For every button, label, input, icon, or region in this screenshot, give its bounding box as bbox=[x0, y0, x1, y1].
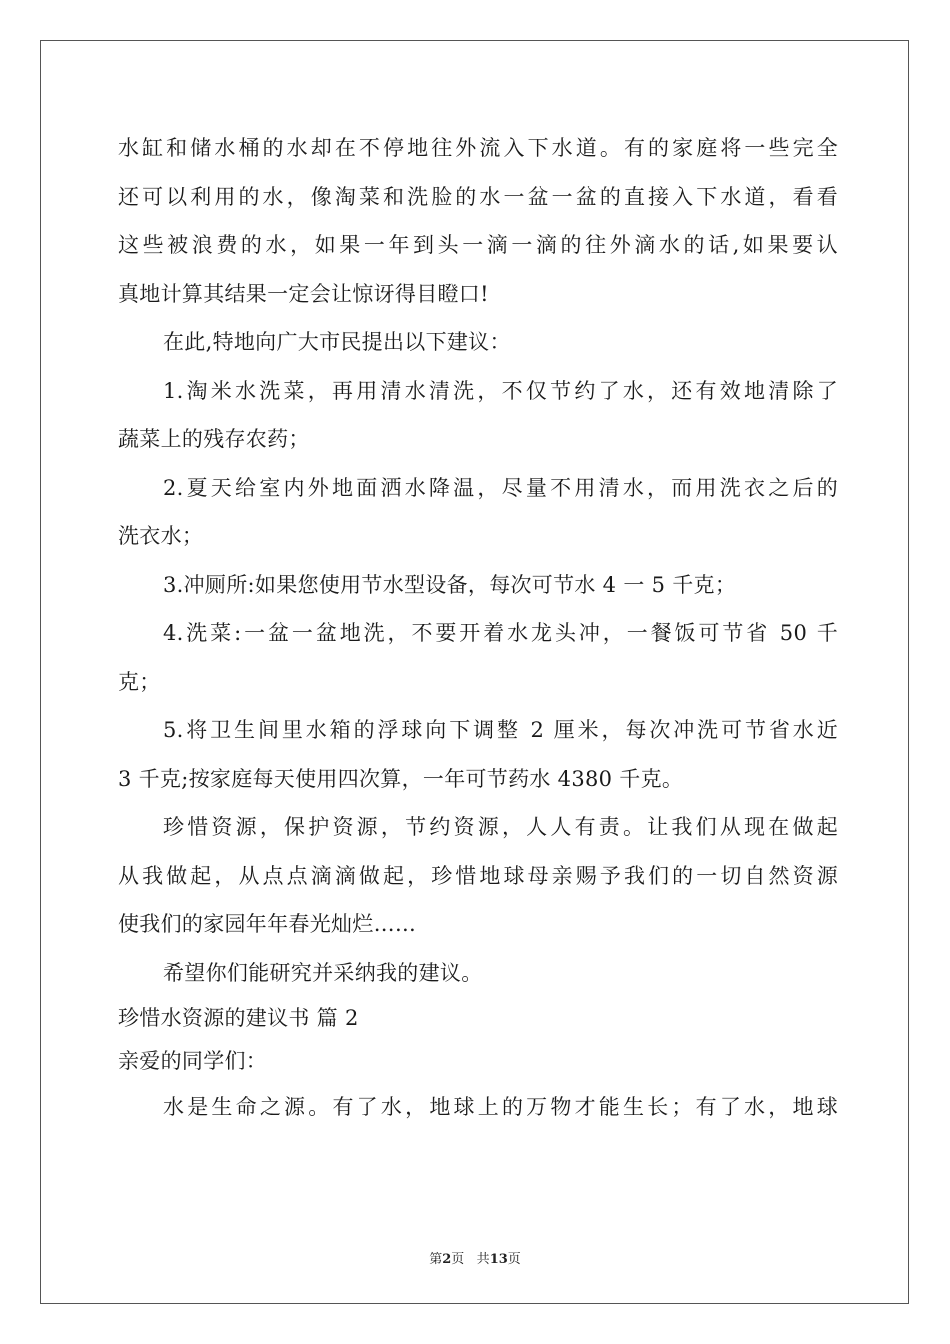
body-line: 珍惜资源，保护资源，节约资源，人人有责。让我们从现在做起 bbox=[163, 815, 838, 839]
body-line: 洗衣水； bbox=[118, 524, 204, 548]
body-line: 水是生命之源。有了水，地球上的万物才能生长；有了水，地球 bbox=[163, 1095, 838, 1119]
body-line: 在此,特地向广大市民提出以下建议： bbox=[163, 330, 511, 354]
salutation: 亲爱的同学们： bbox=[118, 1049, 268, 1073]
body-line: 希望你们能研究并采纳我的建议。 bbox=[163, 960, 483, 985]
body-line: 这些被浪费的水，如果一年到头一滴一滴的往外滴水的话,如果要认 bbox=[118, 233, 838, 257]
body-line: 3 千克;按家庭每天使用四次算，一年可节药水 4380 千克。 bbox=[118, 766, 684, 791]
list-item-3: 3.冲厕所:如果您使用节水型设备，每次可节水 4 一 5 千克； bbox=[163, 572, 737, 597]
section-heading: 珍惜水资源的建议书 篇 2 bbox=[118, 1006, 359, 1030]
list-item-1: 1.淘米水洗菜，再用清水清洗，不仅节约了水，还有效地清除了 bbox=[163, 378, 838, 403]
body-line: 从我做起，从点点滴滴做起，珍惜地球母亲赐予我们的一切自然资源 bbox=[118, 863, 838, 888]
body-line: 克； bbox=[118, 669, 161, 694]
body-line: 使我们的家园年年春光灿烂…… bbox=[118, 912, 417, 936]
body-line: 还可以利用的水，像淘菜和洗脸的水一盆一盆的直接入下水道，看看 bbox=[118, 184, 838, 209]
body-line: 水缸和储水桶的水却在不停地往外流入下水道。有的家庭将一些完全 bbox=[118, 136, 838, 160]
body-line: 真地计算其结果一定会让惊讶得目瞪口! bbox=[118, 281, 489, 306]
footer-total-unit: 页 bbox=[507, 1252, 521, 1267]
list-item-5: 5.将卫生间里水箱的浮球向下调整 2 厘米，每次冲洗可节省水近 bbox=[163, 718, 838, 742]
footer-page-unit: 页 bbox=[451, 1252, 465, 1267]
footer-total-prefix: 共 bbox=[476, 1252, 490, 1267]
body-line: 蔬菜上的残存农药； bbox=[118, 427, 310, 451]
page-footer bbox=[0, 1248, 950, 1267]
footer-prefix: 第 bbox=[429, 1252, 443, 1267]
list-item-2: 2.夏天给室内外地面洒水降温，尽量不用清水，而用洗衣之后的 bbox=[163, 475, 838, 500]
footer-page-number: 2 bbox=[442, 1252, 452, 1267]
footer-total-pages: 13 bbox=[489, 1252, 508, 1267]
list-item-4: 4.洗菜:一盆一盆地洗，不要开着水龙头冲，一餐饭可节省 50 千 bbox=[163, 621, 838, 645]
document-body bbox=[118, 124, 838, 1132]
